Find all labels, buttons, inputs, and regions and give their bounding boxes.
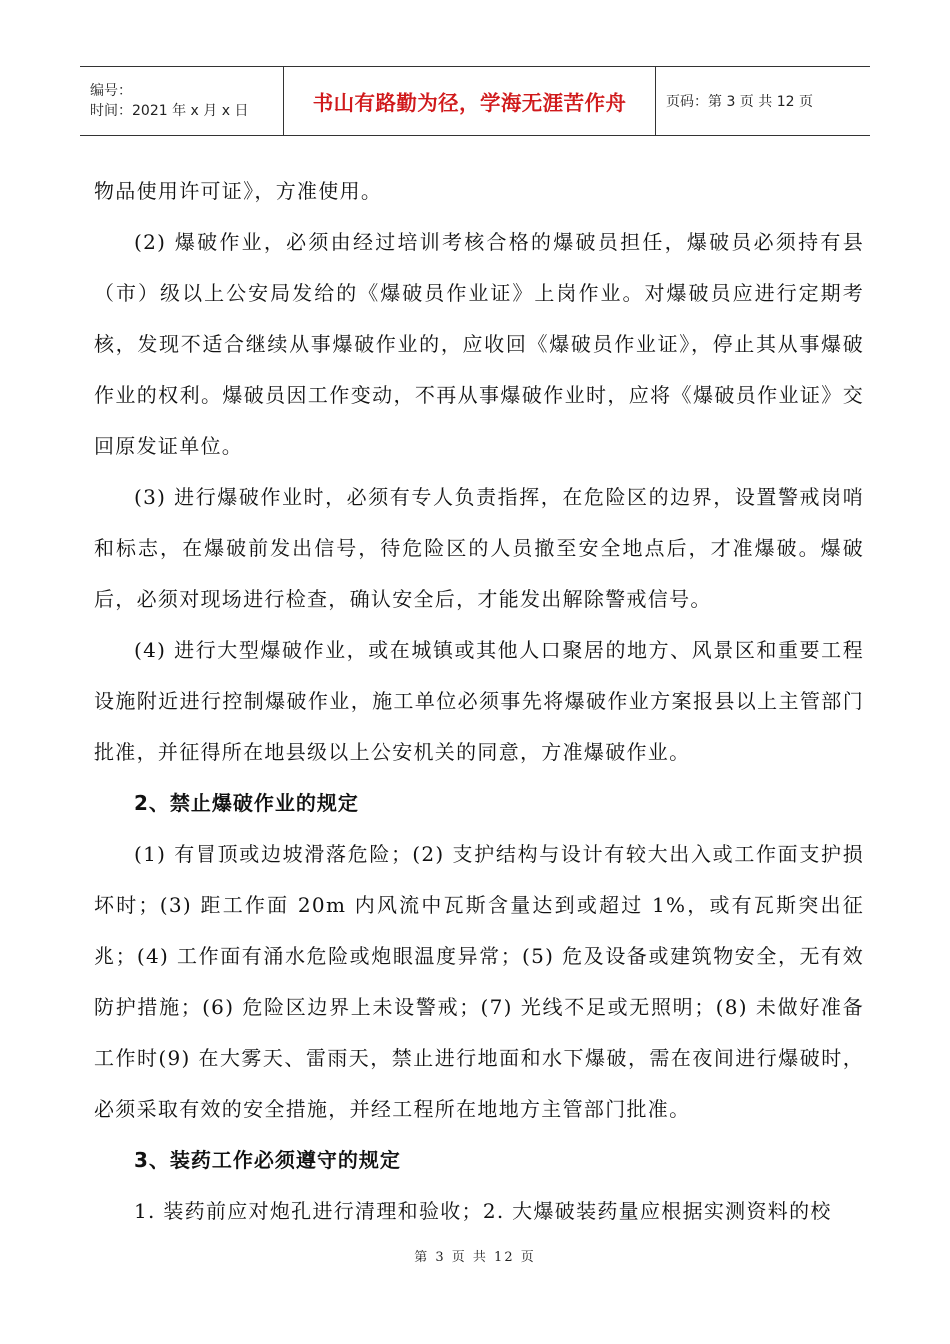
text-line: (3) 进行爆破作业时，必须有专人负责指挥，在危险区的边界，设置警戒岗 xyxy=(134,485,843,509)
paragraph-item-2 xyxy=(94,217,864,472)
text-line: 1. 装药前应对炮孔进行清理和验收；2. 大爆破装药量应根据实测资料的校 xyxy=(134,1199,832,1223)
text-line: 坏时；(3) 距工作面 20m 内风流中瓦斯含量达到或超过 1%，或有瓦斯突出征兆； xyxy=(94,893,864,968)
text-line: (4) 工作面有涌水危险或炮眼温度异常；(5) 危及设备或建筑物安全，无有效防护 xyxy=(94,944,864,1019)
header-meta xyxy=(80,67,283,135)
section-heading-2: 2、禁止爆破作业的规定 xyxy=(134,791,359,815)
page-footer: 第 3 页 共 12 页 xyxy=(414,1250,536,1265)
text-line: 爆破后，必须对现场进行检查，确认安全后，才能发出解除警戒信号。 xyxy=(94,536,864,611)
text-line: 程设施附近进行控制爆破作业，施工单位必须事先将爆破作业方案报县以上主 xyxy=(94,638,864,713)
header-motto-cell xyxy=(283,67,656,135)
document-header xyxy=(80,66,870,136)
text-line: (1) 有冒顶或边坡滑落危险；(2) 支护结构与设计有较大出入或工作面支护损 xyxy=(134,842,864,866)
text-line: (2) 爆破作业，必须由经过培训考核合格的爆破员担任，爆破员必须持有县 xyxy=(134,230,864,254)
header-page-info: 页码：第 3 页 共 12 页 xyxy=(666,94,813,110)
text-line: (9) 在大雾天、雷雨天，禁止进行地面和水下爆破，需在夜间进行爆破时，必须 xyxy=(94,1046,864,1121)
text-line: 作业证》交回原发证单位。 xyxy=(94,383,864,458)
document-number-label: 编号： xyxy=(90,83,132,99)
paragraph-item-3 xyxy=(94,472,864,625)
text-line: 管部门批准，并征得所在地县级以上公安机关的同意，方准爆破作业。 xyxy=(94,689,864,764)
text-line: 事爆破作业的权利。爆破员因工作变动，不再从事爆破作业时，应将《爆破员 xyxy=(94,332,864,407)
section-heading-3: 3、装药工作必须遵守的规定 xyxy=(134,1148,401,1172)
paragraph-prohibitions xyxy=(94,829,864,1135)
paragraph-continuation xyxy=(94,166,864,217)
text-line: （市）级以上公安局发给的《爆破员作业证》上岗作业。对爆破员应进行定期 xyxy=(94,281,843,305)
document-time-label: 时间：2021 年 x 月 x 日 xyxy=(90,103,249,119)
header-motto: 书山有路勤为径，学海无涯苦作舟 xyxy=(312,91,627,115)
paragraph-item-4 xyxy=(94,625,864,778)
text-line: 哨和标志，在爆破前发出信号，待危险区的人员撤至安全地点后，才准爆破。 xyxy=(94,485,864,560)
text-line: 考核，发现不适合继续从事爆破作业的，应收回《爆破员作业证》，停止其从 xyxy=(94,281,864,356)
text-line: 采取有效的安全措施，并经工程所在地地方主管部门批准。 xyxy=(136,1097,691,1121)
document-body xyxy=(94,166,864,1237)
text-line: 措施；(6) 危险区边界上未设警戒；(7) 光线不足或无照明；(8) 未做好准备工作时 xyxy=(94,995,864,1070)
paragraph-loading-rules xyxy=(94,1186,864,1237)
text-line: (4) 进行大型爆破作业，或在城镇或其他人口聚居的地方、风景区和重要工 xyxy=(134,638,843,662)
text-line: 物品使用许可证》，方准使用。 xyxy=(94,179,383,203)
